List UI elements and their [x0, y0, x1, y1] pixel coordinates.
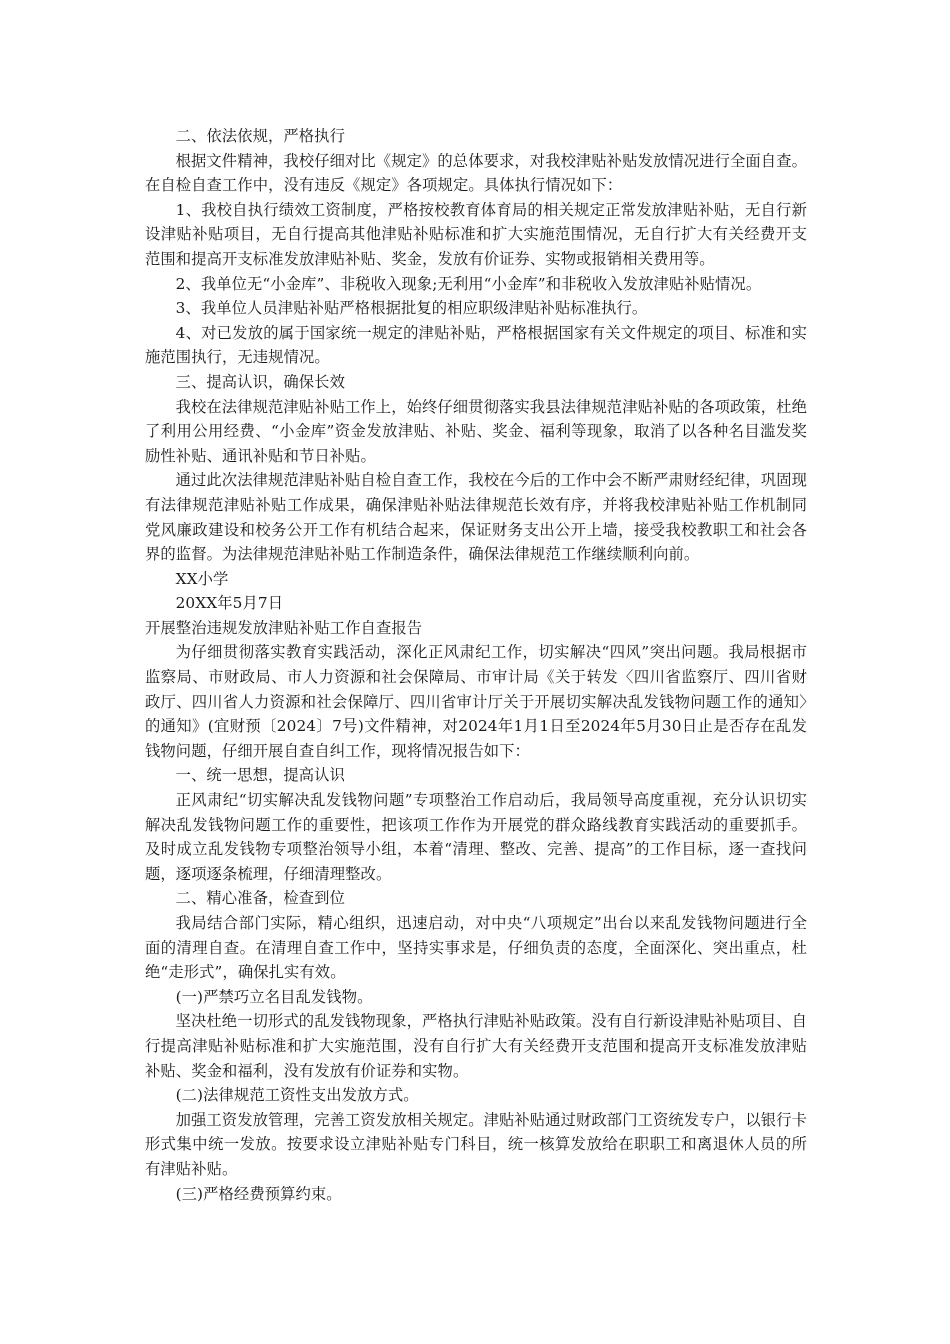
- body-paragraph: 为仔细贯彻落实教育实践活动，深化正风肃纪工作，切实解决“四风”突出问题。我局根据市监察局、市财政局、市人力资源和社会保障局、市审计局《关于转发〈四川省监察厅、四川省财政厅、四川省人力资源和社会保障厅、四川省审计厅关于开展切实解决乱发钱物问题工作的通知〉的通知》(宜财预〔2024〕7号)文件精神，对2024年1月1日至2024年5月30日止是否存在乱发钱物问题，仔细开展自查自纠工作，现将情况报告如下：: [145, 643, 807, 760]
- body-paragraph: 加强工资发放管理，完善工资发放相关规定。津贴补贴通过财政部门工资统发专户，以银行卡形式集中统一发放。按要求设立津贴补贴专门科目，统一核算发放给在职职工和离退休人员的所有津贴补贴。: [145, 1110, 807, 1178]
- section-heading: 三、提高认识，确保长效: [175, 372, 345, 391]
- subsection-heading: (三)严格经费预算约束。: [175, 1184, 342, 1203]
- document-page: [145, 124, 807, 1206]
- subsection-heading: (二)法律规范工资性支出发放方式。: [175, 1086, 419, 1105]
- section-heading: 二、依法依规，严格执行: [175, 127, 345, 145]
- list-item: 4、对已发放的属于国家统一规定的津贴补贴，严格根据国家有关文件规定的项目、标准和实施范围执行，无违规情况。: [145, 323, 807, 367]
- section-heading: 二、精心准备，检查到位: [175, 889, 345, 908]
- body-paragraph: 正风肃纪“切实解决乱发钱物问题”专项整治工作启动后，我局领导高度重视，充分认识切实解决乱发钱物问题工作的重要性，把该项工作作为开展党的群众路线教育实践活动的重要抓手。及时成立乱发钱物专项整治领导小组，本着“清理、整改、完善、提高”的工作目标，逐一查找问题，逐项逐条梳理，仔细清理整改。: [145, 791, 807, 883]
- body-paragraph: 根据文件精神，我校仔细对比《规定》的总体要求，对我校津贴补贴发放情况进行全面自查。在自检自查工作中，没有违反《规定》各项规定。具体执行情况如下：: [145, 151, 807, 195]
- report-title: 开展整治违规发放津贴补贴工作自查报告: [145, 618, 423, 637]
- subsection-heading: (一)严禁巧立名目乱发钱物。: [175, 987, 373, 1006]
- body-paragraph: 我局结合部门实际，精心组织，迅速启动，对中央“八项规定”出台以来乱发钱物问题进行全面的清理自查。在清理自查工作中，坚持实事求是，仔细负责的态度，全面深化、突出重点，杜绝“走形式”，确保扎实有效。: [145, 914, 807, 982]
- list-item: 3、我单位人员津贴补贴严格根据批复的相应职级津贴补贴标准执行。: [175, 299, 648, 318]
- body-paragraph: 我校在法律规范津贴补贴工作上，始终仔细贯彻落实我县法律规范津贴补贴的各项政策，杜绝了利用公用经费、“小金库”资金发放津贴、补贴、奖金、福利等现象，取消了以各种名目滥发奖励性补贴、通讯补贴和节日补贴。: [145, 397, 807, 465]
- section-heading: 一、统一思想，提高认识: [175, 766, 345, 785]
- body-paragraph: 坚决杜绝一切形式的乱发钱物现象，严格执行津贴补贴政策。没有自行新设津贴补贴项目、自行提高津贴补贴标准和扩大实施范围，没有自行扩大有关经费开支范围和提高开支标准发放津贴补贴、奖金和福利，没有发放有价证券和实物。: [145, 1012, 807, 1080]
- list-item: 2、我单位无“小金库”、非税收入现象;无利用“小金库”和非税收入发放津贴补贴情况。: [175, 274, 762, 293]
- signature-date: 20XX年5月7日: [175, 594, 284, 613]
- signature-organization: XX小学: [175, 569, 229, 588]
- list-item: 1、我校自执行绩效工资制度，严格按校教育体育局的相关规定正常发放津贴补贴，无自行新设津贴补贴项目，无自行提高其他津贴补贴标准和扩大实施范围情况，无自行扩大有关经费开支范围和提高开支标准发放津贴补贴、奖金，发放有价证券、实物或报销相关费用等。: [145, 200, 807, 268]
- body-paragraph: 通过此次法律规范津贴补贴自检自查工作，我校在今后的工作中会不断严肃财经纪律，巩固现有法律规范津贴补贴工作成果，确保津贴补贴法律规范长效有序，并将我校津贴补贴工作机制同党风廉政建设和校务公开工作有机结合起来，保证财务支出公开上墙，接受我校教职工和社会各界的监督。为法律规范津贴补贴工作制造条件，确保法律规范工作继续顺利向前。: [145, 471, 807, 564]
